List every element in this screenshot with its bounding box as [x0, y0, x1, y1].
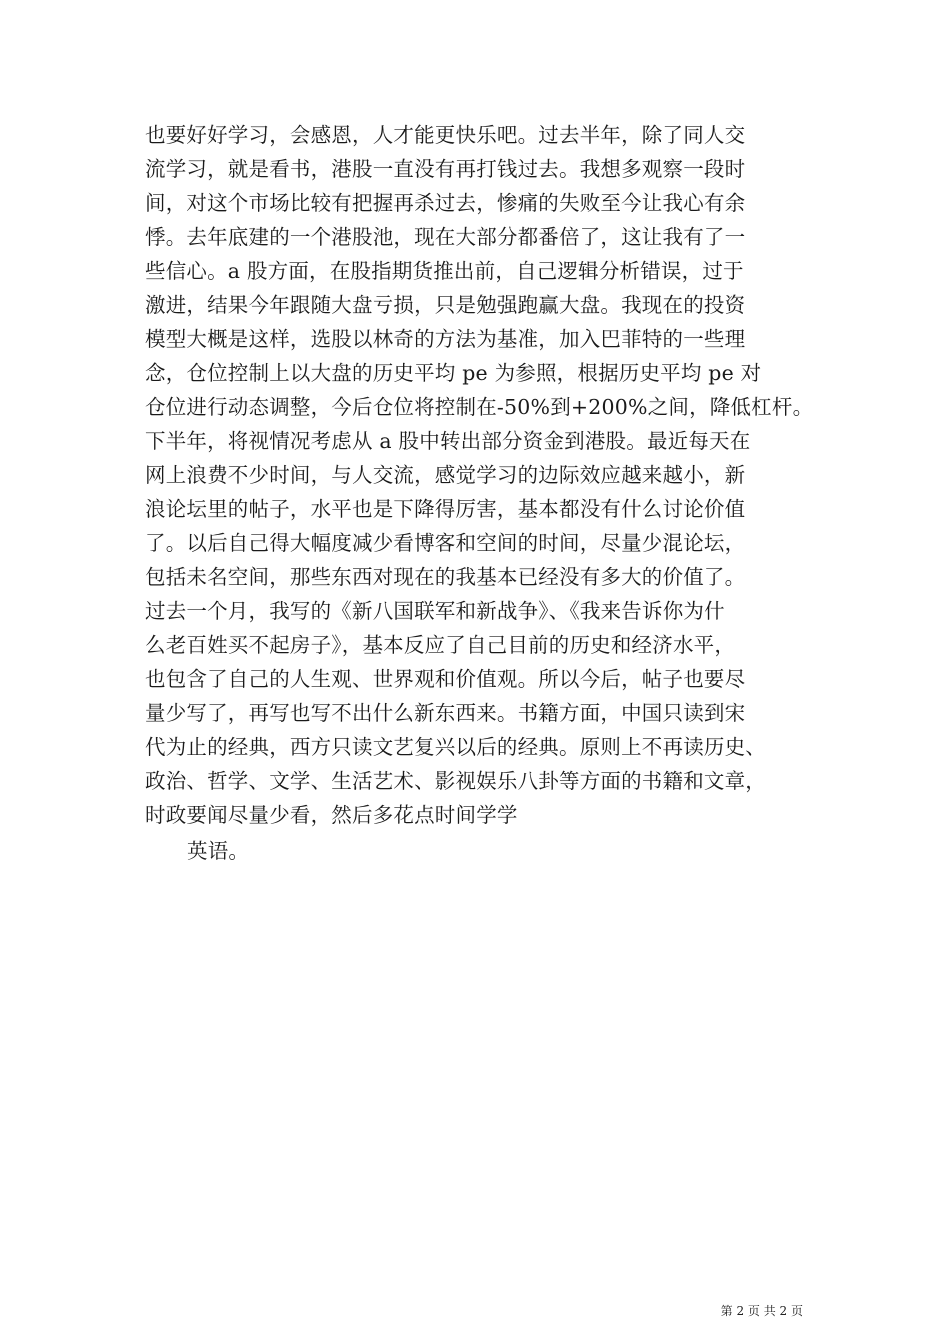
- text-line: 包括未名空间，那些东西对现在的我基本已经没有多大的价值了。: [145, 565, 746, 589]
- text-line: 模型大概是这样，选股以林奇的方法为基准，加入巴菲特的一些理: [145, 327, 746, 351]
- text-line: 流学习，就是看书，港股一直没有再打钱过去。我想多观察一段时: [145, 157, 746, 181]
- text-line: 浪论坛里的帖子，水平也是下降得厉害，基本都没有什么讨论价值: [145, 497, 746, 521]
- text-line: 过去一个月，我写的《新八国联军和新战争》、《我来告诉你为什: [145, 599, 725, 623]
- text-line: 念，仓位控制上以大盘的历史平均 pe 为参照，根据历史平均 pe 对: [145, 361, 762, 385]
- text-line: 了。以后自己得大幅度减少看博客和空间的时间，尽量少混论坛，: [145, 531, 746, 555]
- page-number: 第 2 页 共 2 页: [720, 1304, 803, 1318]
- text-line: 仓位进行动态调整，今后仓位将控制在-50%到+200%之间，降低杠杆。: [145, 395, 814, 419]
- body-text: [145, 118, 835, 868]
- text-line: 也包含了自己的人生观、世界观和价值观。所以今后，帖子也要尽: [145, 667, 746, 691]
- text-line: 也要好好学习，会感恩，人才能更快乐吧。过去半年，除了同人交: [145, 123, 746, 147]
- text-line: 间，对这个市场比较有把握再杀过去，惨痛的失败至今让我心有余: [145, 191, 746, 215]
- final-paragraph: 英语。: [187, 839, 250, 863]
- text-line: 些信心。a 股方面，在股指期货推出前，自己逻辑分析错误，过于: [145, 259, 744, 283]
- text-line: 时政要闻尽量少看，然后多花点时间学学: [145, 803, 518, 827]
- text-line: 量少写了，再写也写不出什么新东西来。书籍方面，中国只读到宋: [145, 701, 746, 725]
- text-line: 悸。去年底建的一个港股池，现在大部分都番倍了，这让我有了一: [145, 225, 746, 249]
- text-line: 么老百姓买不起房子》，基本反应了自己目前的历史和经济水平，: [145, 633, 736, 657]
- text-line: 下半年，将视情况考虑从 a 股中转出部分资金到港股。最近每天在: [145, 429, 751, 453]
- text-line: 网上浪费不少时间，与人交流，感觉学习的边际效应越来越小，新: [145, 463, 746, 487]
- text-line: 代为止的经典，西方只读文艺复兴以后的经典。原则上不再读历史、: [145, 735, 766, 759]
- text-line: 激进，结果今年跟随大盘亏损，只是勉强跑赢大盘。我现在的投资: [145, 293, 746, 317]
- text-line: 政治、哲学、文学、生活艺术、影视娱乐八卦等方面的书籍和文章，: [145, 769, 766, 793]
